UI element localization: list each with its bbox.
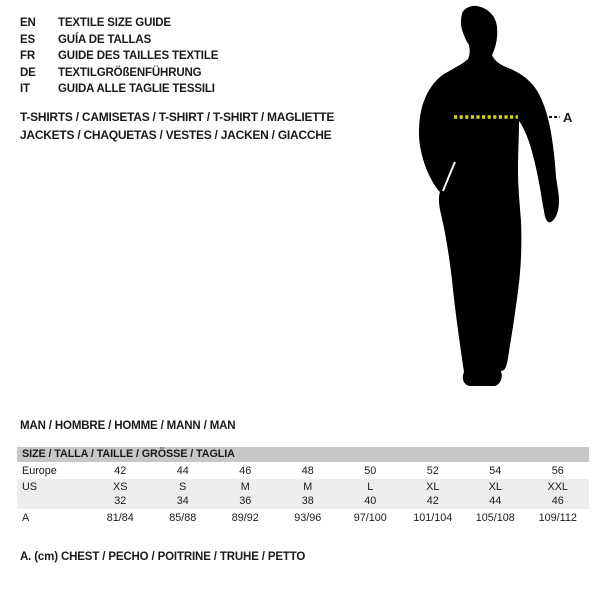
table-cell: 46	[239, 464, 252, 477]
table-cell: S	[179, 481, 187, 493]
table-cell: XL	[488, 481, 502, 493]
table-cell: 36	[239, 495, 252, 507]
lang-code: IT	[20, 83, 30, 96]
lang-code: FR	[20, 50, 36, 63]
row-label: Europe	[22, 464, 57, 477]
product-line-tshirts: T-SHIRTS / CAMISETAS / T-SHIRT / T-SHIRT / MAGLIETTE	[20, 110, 335, 124]
row-label: A	[22, 511, 30, 524]
table-cell: 34	[176, 495, 189, 507]
row-label: US	[22, 481, 37, 493]
lang-row-de	[20, 65, 218, 82]
man-figure	[400, 0, 600, 400]
table-cell: 42	[426, 495, 439, 507]
table-cell: XS	[113, 481, 128, 493]
table-cell: 97/100	[353, 511, 387, 524]
table-cell: L	[367, 481, 374, 493]
measurement-footnote: A. (cm) CHEST / PECHO / POITRINE / TRUHE / PETTO	[20, 551, 306, 563]
table-cell: 42	[114, 464, 127, 477]
table-cell: 48	[301, 464, 314, 477]
table-cell: 81/84	[106, 511, 134, 524]
table-cell: M	[240, 481, 250, 493]
language-list	[20, 15, 218, 98]
measure-label-a: A	[563, 110, 573, 125]
table-cell: 44	[176, 464, 189, 477]
table-cell: 54	[489, 464, 502, 477]
size-table	[17, 447, 589, 526]
product-line-jackets: JACKETS / CHAQUETAS / VESTES / JACKEN / GIACCHE	[20, 127, 332, 142]
us-rows-band	[17, 479, 589, 509]
table-cell: 50	[364, 464, 377, 477]
table-cell: 52	[426, 464, 439, 477]
table-cell: 105/108	[475, 511, 515, 524]
man-silhouette	[400, 0, 600, 400]
lang-label: TEXTILE SIZE GUIDE	[58, 17, 171, 29]
table-cell: M	[303, 481, 313, 493]
lang-label: GUIDA ALLE TAGLIE TESSILI	[58, 83, 215, 96]
table-row-chest-a	[17, 509, 589, 526]
table-row-europe	[17, 462, 589, 479]
lang-row-fr	[20, 48, 218, 65]
table-row-us-numbers	[17, 494, 589, 508]
table-cell: XXL	[547, 481, 568, 493]
table-cell: 32	[114, 495, 127, 507]
lang-row-es	[20, 32, 218, 49]
table-row-us-letters	[17, 480, 589, 494]
table-cell: XL	[426, 481, 440, 493]
table-cell: 101/104	[413, 511, 453, 524]
size-table-header: SIZE / TALLA / TAILLE / GRÖSSE / TAGLIA	[17, 447, 589, 462]
table-cell: 93/96	[294, 511, 322, 524]
product-categories	[20, 109, 334, 144]
table-cell: 109/112	[538, 511, 577, 524]
table-cell: 56	[551, 464, 564, 477]
lang-row-en	[20, 15, 218, 32]
table-cell: 40	[364, 495, 377, 507]
lang-code: DE	[20, 66, 36, 79]
table-cell: 46	[551, 495, 564, 507]
section-title: MAN / HOMBRE / HOMME / MANN / MAN	[20, 420, 236, 432]
lang-label: GUÍA DE TALLAS	[58, 33, 152, 46]
table-cell: 85/88	[169, 511, 197, 524]
table-cell: 89/92	[231, 511, 259, 524]
table-cell: 44	[489, 495, 502, 507]
lang-code: ES	[20, 33, 36, 46]
lang-row-it	[20, 81, 218, 98]
man-body-shape	[419, 6, 559, 386]
lang-code: EN	[20, 17, 36, 29]
lang-label: GUIDE DES TAILLES TEXTILE	[58, 50, 219, 63]
table-cell: 38	[301, 495, 314, 507]
lang-label: TEXTILGRÖßENFÜHRUNG	[58, 66, 202, 79]
